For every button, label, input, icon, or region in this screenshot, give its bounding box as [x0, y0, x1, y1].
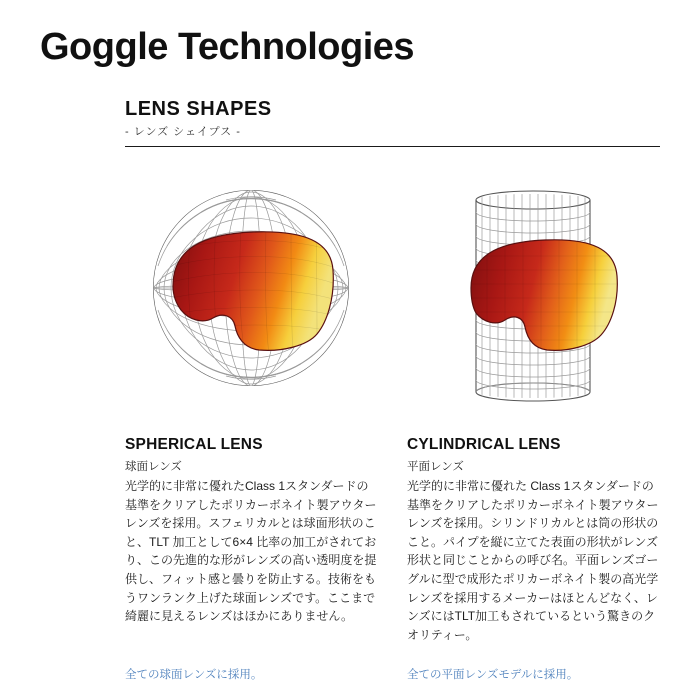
- cylindrical-lens-diagram: [413, 170, 653, 410]
- page-title: Goggle Technologies: [40, 26, 415, 68]
- section-title: LENS SHAPES: [125, 98, 272, 120]
- cylindrical-lens-title: CYLINDRICAL LENS: [407, 436, 561, 453]
- lens-columns: [125, 160, 660, 681]
- section-divider: [125, 146, 660, 147]
- spherical-lens-column: [125, 160, 377, 681]
- cylindrical-lens-jp-label: 平面レンズ: [407, 461, 464, 473]
- spherical-lens-body: 光学的に非常に優れたClass 1スタンダードの基準をクリアしたポリカーボネイト製アウターレンズを採用。スフェリカルとは球面形状のこと、TLT 加工として6×4 比率の加工がされており、この先進的な形がレンズの高い透明度を提供し、フィット感と曇りを防止する。技術をもうワンランク上げた球面レンズです。ここまで綺麗に見えるレンズはほかにありません。: [125, 479, 377, 624]
- cylindrical-lens-link[interactable]: 全ての平面レンズモデルに採用。: [407, 669, 579, 681]
- spherical-lens-title: SPHERICAL LENS: [125, 436, 263, 453]
- cylindrical-lens-figure: [407, 160, 659, 420]
- cylindrical-lens-shape: [469, 234, 619, 356]
- spherical-lens-diagram: [131, 170, 371, 410]
- spherical-lens-jp-label: 球面レンズ: [125, 461, 182, 473]
- cylindrical-lens-body: 光学的に非常に優れた Class 1スタンダードの基準をクリアしたポリカーボネイト製アウターレンズを採用。シリンドリカルとは筒の形状のこと。パイプを縦に立てた表面の形状がレンズ形状と同じことからの呼び名。平面レンズゴーグルに型で成形たポリカーボネイト製の高光学レンズを採用するメーカーはほとんどなく、レンズにはTLT加工もされているという驚きのクオリティー。: [407, 479, 659, 642]
- section-header: [125, 98, 660, 147]
- spherical-lens-shape: [171, 225, 336, 355]
- cylindrical-lens-column: [407, 160, 659, 681]
- spherical-lens-link[interactable]: 全ての球面レンズに採用。: [125, 669, 263, 681]
- spherical-lens-figure: [125, 160, 377, 420]
- section-subtitle: - レンズ シェイプス -: [125, 126, 241, 138]
